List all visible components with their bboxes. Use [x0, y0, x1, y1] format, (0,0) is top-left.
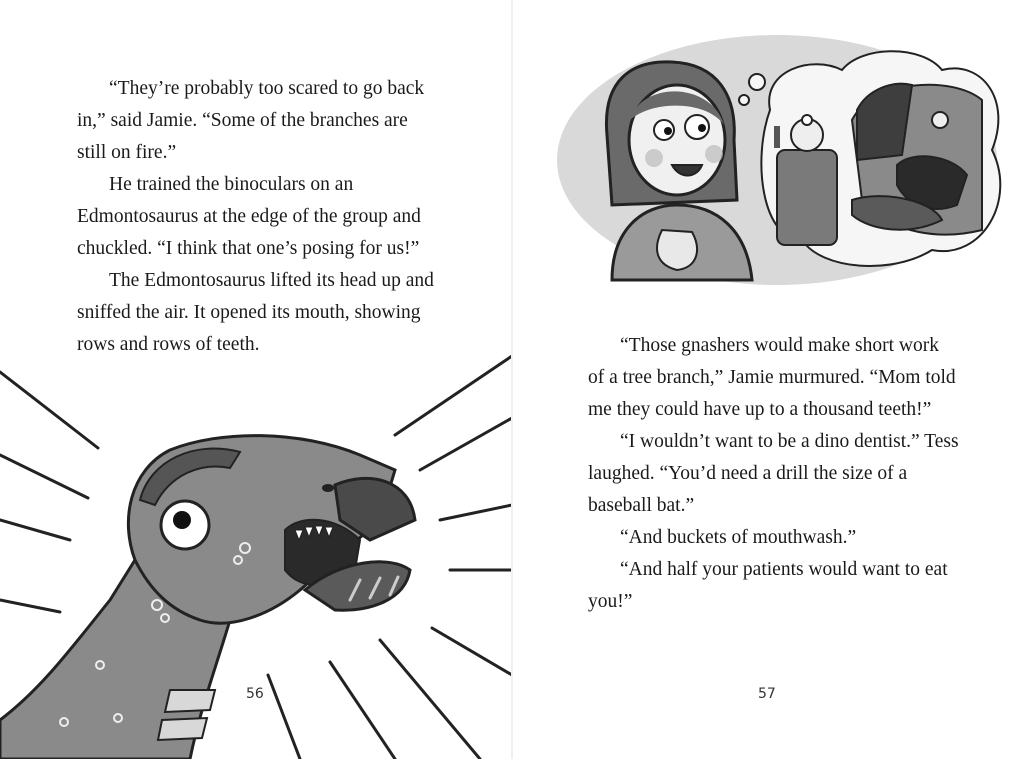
right-page — [512, 0, 1024, 759]
dino-head-small — [852, 84, 982, 235]
paragraph: “And half your patients would want to eat you!” — [588, 559, 948, 612]
paragraph: “And buckets of mouthwash.” — [620, 527, 857, 548]
page-number: 56 — [246, 686, 264, 702]
right-page-text — [588, 330, 960, 618]
paragraph: The Edmontosaurus lifted its head up and sniffed the air. It opened its mouth, showing rows and rows of teeth. — [77, 270, 434, 355]
page-number: 57 — [758, 686, 776, 702]
paragraph: “They’re probably too scared to go back in,” said Jamie. “Some of the branches are still on fire.” — [77, 78, 425, 163]
girl-dentist-illustration — [512, 0, 1024, 320]
paragraph: “I wouldn’t want to be a dino dentist.” Tess laughed. “You’d need a drill the size of a baseball bat.” — [588, 431, 959, 516]
paragraph: He trained the binoculars on an Edmontosaurus at the edge of the group and chuckled. “I think that one’s posing for us!” — [77, 174, 421, 259]
paragraph: “Those gnashers would make short work of a tree branch,” Jamie murmured. “Mom told me they could have up to a thousand teeth!” — [588, 335, 956, 420]
